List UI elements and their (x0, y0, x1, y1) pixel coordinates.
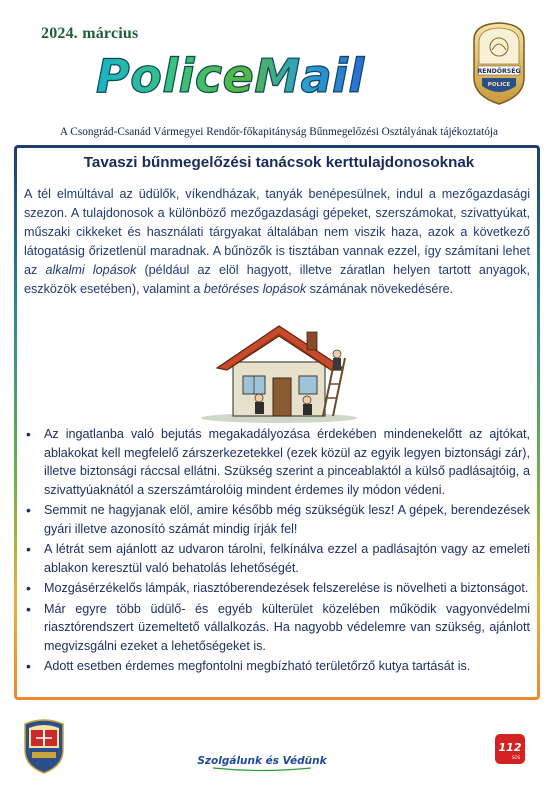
emergency-112-badge (495, 734, 525, 764)
list-item: • Adott esetben érdemes megfontolni megbízható területőrző kutya tartását is. (24, 657, 530, 676)
advice-list (24, 425, 530, 678)
intro-text-3: számának növekedésére. (306, 282, 454, 296)
list-item: • Az ingatlanba való bejutás megakadályozása érdekében mindenekelőtt az ajtókat, ablakokat kell megfelelő zárszerkezetekkel (ezek közül az egyik legyen biztonsági zár), illetve biztonsági ráccsal ellátni. Szükség szerint a pinceablaktól a külső padlásajtóig, a szivattyúaknától a szerszámtárolóig mindent érdemes ily módon védeni. (24, 425, 530, 499)
brand-title: PoliceMail (96, 46, 365, 106)
police-crest-logo (470, 20, 528, 106)
intro-emphasis-occasional-theft: alkalmi lopások (45, 263, 137, 277)
intro-emphasis-burglary: betöréses lopások (203, 282, 307, 296)
badge-sub: SOS (511, 755, 521, 760)
publication-subtitle: A Csongrád-Csanád Vármegyei Rendőr-főkapitányság Bűnmegelőzési Osztályának tájékoztatója (59, 126, 499, 138)
article-intro (24, 185, 530, 299)
list-item: • Semmit ne hagyjanak elöl, amire később még szükségük lesz! A gépek, berendezések gyári illetve azonosító számát mindig írják fel! (24, 501, 530, 538)
list-item: • A létrát sem ajánlott az udvaron tárolni, felkínálva ezzel a padlásajtón vagy az emeleti ablakon keresztül való behatolás lehetőségét. (24, 540, 530, 577)
article-title: Tavaszi bűnmegelőzési tanácsok kerttulajdonosoknak (83, 154, 475, 171)
crest-label-top: RENDŐRSÉG (477, 68, 521, 75)
badge-number: 112 (498, 741, 522, 754)
list-item: • Mozgásérzékelős lámpák, riasztóberendezések felszerelése is növelheti a biztonságot. (24, 579, 530, 598)
issue-date: 2024. március (41, 25, 139, 42)
slogan-logo (197, 748, 327, 772)
slogan-text: Szolgálunk és Védünk (197, 755, 327, 767)
intro-text-2: (például az elöl hagyott, illetve záratlan helyen tartott anyagok, eszközök esetében), valamint a (24, 263, 530, 296)
list-item: • Már egyre több üdülő- és egyéb külterület közelében működik vagyonvédelmi riasztórendszert üzemeltető vállalkozás. Ha nagyobb védelemre van szükség, ajánlott megvizsgálni ezeket a lehetőségeket is. (24, 600, 530, 656)
burglary-house-illustration (195, 318, 363, 424)
intro-text-1: A tél elmúltával az üdülők, víkendházak, tanyák benépesülnek, indul a mezőgazdasági szezon. A tulajdonosok a különböző mezőgazdasági gépeket, szerszámokat, szivattyúkat, műszaki cikkeket és használati tárgyakat általában nem viszik haza, azok a következő látogatásig őrizetlenül maradnak. A bűnözők is tisztában vannak ezzel, így számítani lehet az (24, 187, 530, 277)
crest-label-bottom: POLICE (487, 82, 511, 88)
police-shield-logo (22, 716, 66, 774)
